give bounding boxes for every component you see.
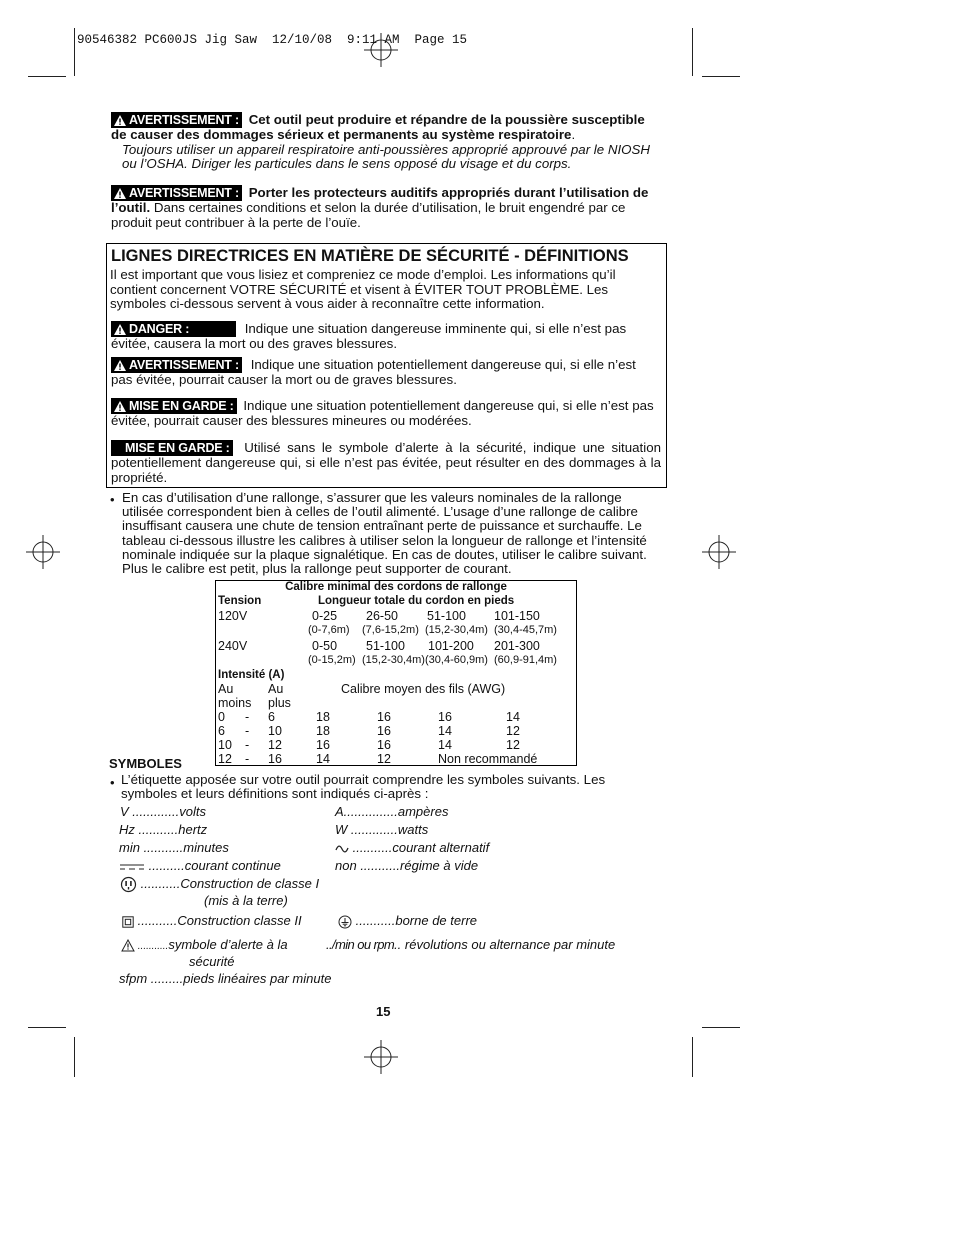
definition-text: Indique une situation potentiellement dangereuse qui, si elle n’est pas évitée, pourrait causer la mort ou de graves blessures. [111,356,636,387]
symbol-safety-alert [121,937,288,952]
alert-triangle-icon [113,323,127,336]
amp-from: 6 [218,724,225,738]
symbol-code: min [119,840,140,855]
safety-alert-triangle-icon [121,939,135,952]
crop-mark [692,1037,693,1077]
gauge-cell: 16 [377,710,391,724]
gauge-cell: 14 [438,724,452,738]
amp-dash: - [245,724,250,738]
warning-tag [111,112,242,128]
warning-bold-text: Cet outil peut produire et répandre de la poussière susceptible de causer des dommages sérieux et permanents au système respiratoire [111,111,645,142]
gauge-header: Calibre moyen des fils (AWG) [341,682,506,696]
symbols-intro: L’étiquette apposée sur votre outil pourrait comprendre les symboles suivants. Les symboles et leurs définitions sont indiqués ci-après : [121,772,606,802]
metric-cell: (7,6-15,2m) [362,624,419,636]
range-cell: 0-50 [312,639,338,653]
table-title: Calibre minimal des cordons de rallonge [285,581,507,593]
class-1-construction-icon [120,876,137,893]
amp-dash: - [245,738,250,752]
amp-to: 6 [268,710,275,724]
length-header: Longueur totale du cordon en pieds [318,595,515,607]
symbol-class-1 [120,876,319,893]
amp-header: Intensité (A) [218,669,285,681]
voltage-label: 240V [218,639,248,653]
gauge-cell: 12 [506,738,520,752]
symbol-dots: ............. [128,804,180,819]
metric-cell: (30,4-60,9m) [425,654,488,666]
warning-tag-label: AVERTISSEMENT : [129,185,239,200]
tag-label: MISE EN GARDE : [125,440,230,455]
symbol-earth-terminal [338,913,477,929]
range-cell: 101-200 [428,639,474,653]
definition-danger [111,321,659,352]
symbol-definition: borne de terre [395,913,478,928]
symbol-dots: ............... [343,804,398,819]
gauge-cell: 18 [316,724,330,738]
symbol-definition: courant continue [184,858,281,873]
warning-tag [111,185,242,201]
range-cell: 51-100 [427,609,466,623]
registration-mark-icon [702,535,736,569]
tag-label: MISE EN GARDE : [129,398,234,413]
definition-text: Indique une situation dangereuse imminente qui, si elle n’est pas évitée, causera la mort ou des graves blessures. [111,320,627,351]
gauge-cell: 16 [438,710,452,724]
bullet-icon: • [110,775,115,790]
symbol-definition: hertz [178,822,208,837]
symbol-definition: pieds linéaires par minute [183,971,332,986]
crop-mark [28,1027,66,1028]
range-cell: 26-50 [366,609,398,623]
range-cell: 201-300 [494,639,540,653]
avertissement-tag [111,357,242,373]
crop-mark [28,76,66,77]
crop-mark [74,28,75,76]
tag-label: DANGER : [129,321,190,336]
symbol-dots: ........... [139,840,184,855]
definition-avertissement [111,357,659,388]
extension-cord-paragraph: En cas d’utilisation d’une rallonge, s’assurer que les valeurs nominales de la rallonge utilisée correspondent bien à celles de l’outil alimenté. L’usage d’une rallonge de calibre insuffisant causera une chute de tension entraînant perte de puissance et surchauffe. Le tableau ci-dessous illustre les calibres à utiliser selon la longueur de rallonge et l’intensité nominale indiquée sur la plaque signalétique. En cas de doutes, utiliser le calibre suivant. Plus le calibre est petit, plus la rallonge peut supporter de courant. [122,490,647,577]
symbol-dots: ........... [134,822,179,837]
metric-cell: (0-7,6m) [308,624,350,636]
symbol-dots: ......... [147,971,184,986]
amp-dash: - [245,752,250,766]
definition-mise-en-garde [111,398,659,429]
warning-italic-text: Toujours utiliser un appareil respiratoire anti-poussières approprié approuvé par le NIOSH ou l’OSHA. Diriger les particules dans le sens opposé du visage et du corps. [122,141,650,171]
symbol-safety-alert-note: sécurité [189,954,235,969]
mise-en-garde-tag [111,440,233,456]
amp-to: 10 [268,724,282,738]
amp-to: 12 [268,738,282,752]
range-cell: 101-150 [494,609,540,623]
amp-from: 10 [218,738,232,752]
au-label: Au [218,682,234,696]
symbol-code: V [120,804,129,819]
symbol-definition: révolutions ou alternance par minute [404,937,616,952]
crop-mark [692,28,693,76]
symbol-definition: régime à vide [400,858,479,873]
symbol-dots: ........... [134,913,178,928]
symbol-dots: ............. [347,822,398,837]
warning-normal-text: Dans certaines conditions et selon la durée d’utilisation, le bruit engendré par ce produit peut contribuer à la perte de l’ouïe. [111,200,626,230]
box-title: LIGNES DIRECTRICES EN MATIÈRE DE SÉCURITÉ - DÉFINITIONS [111,247,629,265]
bullet-icon: • [110,492,115,507]
symbol-definition: courant alternatif [392,840,490,855]
symbol-dc [119,858,281,873]
cord-gauge-table [215,580,577,766]
amp-from: 0 [218,710,225,724]
symbol-class-1-note: (mis à la terre) [204,893,288,908]
symbol-definition: minutes [183,840,229,855]
symbol-class-2 [122,913,302,928]
page-number: 15 [376,1004,391,1019]
definition-text: Utilisé sans le symbole d’alerte à la sécurité, indique une situation potentiellement dangereuse qui, si elle n’est pas évitée, peut résulter en des dommages à la propriété. [111,439,661,485]
registration-mark-icon [364,1040,398,1074]
alert-triangle-icon [113,187,127,200]
danger-tag [111,321,236,337]
symbol-definition: Construction classe II [177,913,302,928]
symbol-dots: .. [394,937,402,952]
symbol-dots: ........... [352,913,396,928]
warning-bold-text: Porter les protecteurs auditifs appropriés durant l’utilisation de l’outil. [111,184,649,215]
symbol-code: non [335,858,357,873]
registration-mark-icon [26,535,60,569]
range-cell: 0-25 [312,609,338,623]
symbol-code: A [335,804,344,819]
moins-label: moins [218,696,252,710]
symbol-definition: Construction de classe I [180,876,320,891]
gauge-cell: 14 [438,738,452,752]
alert-triangle-icon [113,114,127,127]
symbol-minutes [119,840,229,855]
alert-triangle-icon [113,359,127,372]
symbol-no-load [335,858,478,873]
symbols-heading: SYMBOLES [109,756,182,771]
gauge-cell: 16 [377,724,391,738]
mise-en-garde-tag [111,398,237,414]
definition-mise-en-garde-no-symbol [111,440,661,485]
metric-cell: (0-15,2m) [308,654,356,666]
amp-dash: - [245,710,250,724]
amp-to: 16 [268,752,282,766]
amp-from: 12 [218,752,232,766]
metric-cell: (15,2-30,4m) [362,654,425,666]
gauge-cell: 14 [506,710,520,724]
earth-terminal-icon [338,915,352,929]
gauge-cell: 16 [377,738,391,752]
metric-cell: (15,2-30,4m) [425,624,488,636]
print-header: 90546382 PC600JS Jig Saw 12/10/08 9:11 AM Page 15 [77,33,468,47]
voltage-label: 120V [218,609,248,623]
alternating-current-icon [335,844,349,854]
symbol-rpm [326,937,615,952]
direct-current-icon [119,862,145,872]
class-2-construction-icon [122,916,134,928]
symbol-hertz [119,822,207,837]
symbol-code: sfpm [119,971,148,986]
symbol-sfpm [119,971,331,986]
warning-tag-label: AVERTISSEMENT : [129,112,239,127]
range-cell: 51-100 [366,639,405,653]
au-label: Au [268,682,284,696]
symbol-volts [120,804,206,819]
symbol-definition: volts [179,804,206,819]
crop-mark [702,76,740,77]
plus-label: plus [268,696,291,710]
symbol-dots: ........... [349,840,393,855]
warning-period: . [571,127,576,142]
symbol-watts [335,822,428,837]
symbol-definition: symbole d’alerte à la [168,937,288,952]
symbol-dots: ........... [135,941,169,952]
symbol-code: ../min ou rpm [326,937,395,952]
alert-triangle-icon [113,400,127,413]
gauge-cell: 12 [377,752,391,766]
warning-hearing [111,185,663,230]
metric-cell: (30,4-45,7m) [494,624,557,636]
symbol-dots: .......... [145,858,185,873]
tension-header: Tension [218,595,262,607]
symbol-amperes [335,804,448,819]
symbol-code: Hz [119,822,135,837]
symbol-definition: ampères [397,804,449,819]
tag-label: AVERTISSEMENT : [129,357,239,372]
warning-respiratory [111,112,663,172]
box-intro: Il est important que vous lisiez et compreniez ce mode d’emploi. Les informations qu’il contient concernent VOTRE SÉCURITÉ et visent à ÉVITER TOUT PROBLÈME. Les symboles ci-dessous servent à vous aider à reconnaître cette information. [110,267,616,311]
metric-cell: (60,9-91,4m) [494,654,557,666]
gauge-cell: Non recommandé [438,752,538,766]
gauge-cell: 14 [316,752,330,766]
gauge-cell: 12 [506,724,520,738]
gauge-cell: 18 [316,710,330,724]
gauge-cell: 16 [316,738,330,752]
definition-text: Indique une situation potentiellement dangereuse qui, si elle n’est pas évitée, pourrait causer des blessures mineures ou modérées. [111,397,654,428]
symbol-code: W [335,822,348,837]
symbol-dots: ........... [356,858,401,873]
safety-definitions-box [106,243,667,488]
symbol-ac [335,840,489,855]
symbol-definition: watts [397,822,429,837]
crop-mark [702,1027,740,1028]
crop-mark [74,1037,75,1077]
symbol-dots: ........... [137,876,181,891]
